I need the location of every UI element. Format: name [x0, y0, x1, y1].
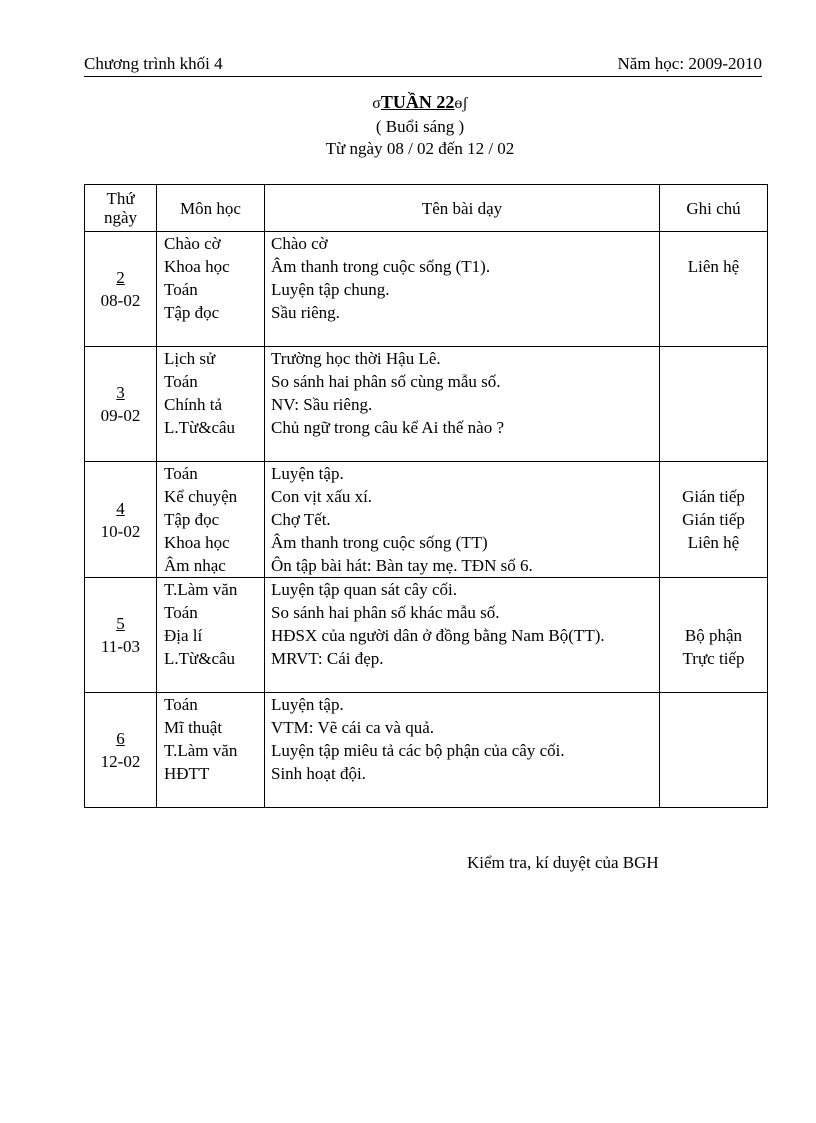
note-cell	[660, 462, 768, 578]
table-row	[85, 693, 768, 808]
lesson-line: Ôn tập bài hát: Bàn tay mẹ. TĐN số 6.	[271, 556, 533, 575]
lesson-line: Luyện tập quan sát cây cối.	[271, 580, 457, 599]
header-lesson: Tên bài dạy	[265, 185, 660, 232]
lesson-line: Âm thanh trong cuộc sống (T1).	[271, 257, 491, 276]
header-day-line2: ngày	[103, 208, 138, 227]
subject-line: HĐTT	[164, 764, 210, 783]
lesson-line: Âm thanh trong cuộc sống (TT)	[271, 533, 488, 552]
page-header	[84, 54, 762, 77]
day-cell	[85, 462, 157, 578]
header-day	[85, 185, 157, 232]
subject-line: Toán	[164, 695, 198, 714]
day-cell	[85, 347, 157, 462]
subject-line: L.Từ&câu	[164, 418, 236, 437]
day-number: 3	[116, 383, 125, 402]
day-date: 09-02	[100, 406, 141, 425]
day-number: 5	[116, 614, 125, 633]
schedule-table	[84, 184, 768, 808]
lesson-line: So sánh hai phân số cùng mẫu số.	[271, 372, 501, 391]
note-line	[660, 232, 767, 255]
subject-cell	[157, 347, 265, 462]
lesson-line: Luyện tập.	[271, 464, 344, 483]
subject-cell	[157, 462, 265, 578]
subject-line: Chính tả	[164, 395, 223, 414]
subject-line: Toán	[164, 372, 198, 391]
note-cell	[660, 347, 768, 462]
lesson-line: Luyện tập chung.	[271, 280, 390, 299]
lesson-line: Sầu riêng.	[271, 303, 340, 322]
note-cell	[660, 232, 768, 347]
lesson-cell	[265, 693, 660, 808]
header-day-line1: Thứ	[106, 189, 135, 208]
subject-line: Chào cờ	[164, 234, 221, 253]
table-row	[85, 462, 768, 578]
subject-line: Tập đọc	[164, 303, 220, 322]
session-label: ( Buổi sáng )	[375, 117, 465, 136]
day-cell	[85, 693, 157, 808]
note-line: Trực tiếp	[682, 649, 745, 668]
lesson-line: Chủ ngữ trong câu kể Ai thế nào ?	[271, 418, 504, 437]
table-row	[85, 578, 768, 693]
subject-cell	[157, 232, 265, 347]
subject-line: T.Làm văn	[164, 741, 238, 760]
day-number: 6	[116, 729, 125, 748]
note-line: Bộ phận	[684, 626, 743, 645]
note-cell	[660, 693, 768, 808]
lesson-line: Luyện tập.	[271, 695, 344, 714]
day-number: 2	[116, 268, 125, 287]
lesson-line: HĐSX của người dân ở đồng bằng Nam Bộ(TT).	[271, 626, 605, 645]
day-cell	[85, 232, 157, 347]
subject-line: Lịch sử	[164, 349, 216, 368]
note-line: Liên hệ	[687, 257, 740, 276]
note-line	[660, 578, 767, 601]
subject-line: Địa lí	[164, 626, 203, 645]
note-line: Gián tiếp	[682, 487, 745, 506]
subject-cell	[157, 578, 265, 693]
note-cell	[660, 578, 768, 693]
note-line	[660, 462, 767, 485]
subject-line: Mĩ thuật	[164, 718, 223, 737]
header-subject: Môn học	[157, 185, 265, 232]
title-block	[0, 90, 816, 160]
signature-line: Kiểm tra, kí duyệt của BGH	[467, 853, 659, 872]
header-note: Ghi chú	[660, 185, 768, 232]
ornament-left-icon: σ	[372, 95, 381, 112]
lesson-cell	[265, 347, 660, 462]
header-left: Chương trình khối 4	[84, 54, 223, 73]
lesson-cell	[265, 232, 660, 347]
lesson-line: NV: Sầu riêng.	[271, 395, 373, 414]
lesson-cell	[265, 578, 660, 693]
subject-line: Tập đọc	[164, 510, 220, 529]
lesson-line: Trường học thời Hậu Lê.	[271, 349, 441, 368]
subject-line: Khoa học	[164, 257, 230, 276]
day-cell	[85, 578, 157, 693]
lesson-cell	[265, 462, 660, 578]
lesson-line: Sinh hoạt đội.	[271, 764, 366, 783]
header-right: Năm học: 2009-2010	[617, 54, 762, 73]
subject-cell	[157, 693, 265, 808]
table-header-row	[85, 185, 768, 232]
day-date: 08-02	[100, 291, 141, 310]
date-range: Từ ngày 08 / 02 đến 12 / 02	[325, 139, 515, 158]
subject-line: Khoa học	[164, 533, 230, 552]
subject-line: Toán	[164, 280, 198, 299]
note-line: Gián tiếp	[682, 510, 745, 529]
day-number: 4	[116, 498, 125, 518]
page-title	[0, 90, 816, 116]
day-date: 12-02	[100, 752, 141, 771]
subject-line: Toán	[164, 464, 198, 483]
day-date: 10-02	[100, 521, 141, 541]
lesson-line: So sánh hai phân số khác mẫu số.	[271, 603, 500, 622]
note-line	[660, 601, 767, 624]
lesson-line: VTM: Vẽ cái ca và quả.	[271, 718, 435, 737]
lesson-line: MRVT: Cái đẹp.	[271, 649, 384, 668]
lesson-line: Luyện tập miêu tả các bộ phận của cây cối.	[271, 741, 565, 760]
lesson-line: Con vịt xấu xí.	[271, 487, 373, 506]
subject-line: Toán	[164, 603, 198, 622]
lesson-line: Chào cờ	[271, 234, 328, 253]
subject-line: Âm nhạc	[164, 556, 226, 575]
title-text: TUẦN 22	[380, 92, 455, 112]
lesson-line: Chợ Tết.	[271, 510, 331, 529]
subject-line: T.Làm văn	[164, 580, 238, 599]
table-row	[85, 347, 768, 462]
table-row	[85, 232, 768, 347]
ornament-right-icon: ɵʃ	[454, 95, 468, 112]
subject-line: L.Từ&câu	[164, 649, 236, 668]
subject-line: Kể chuyện	[164, 487, 238, 506]
note-line: Liên hệ	[687, 533, 740, 552]
day-date: 11-03	[100, 637, 141, 656]
